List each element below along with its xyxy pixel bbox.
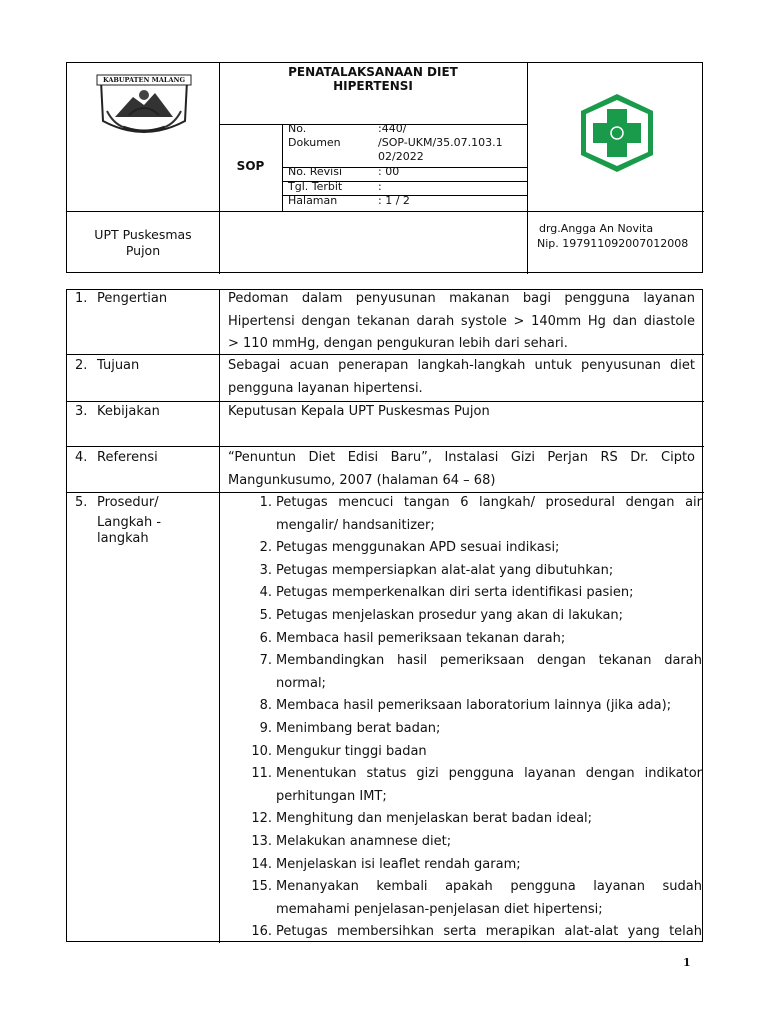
section-2-content-line1: Sebagai acuan penerapan langkah-langkah untuk penyusunan diet xyxy=(228,358,695,373)
org-name-line2: Pujon xyxy=(125,243,161,258)
meta-revisi-value: : 00 xyxy=(378,165,400,178)
meta-document-value-1: :440/ xyxy=(378,122,407,135)
procedure-step-text: Petugas menjelaskan prosedur yang akan di lakukan; xyxy=(276,608,624,623)
procedure-step-text: Petugas memperkenalkan diri serta identifikasi pasien; xyxy=(276,585,634,601)
page-number: 1 xyxy=(683,956,691,969)
procedure-step-number: 9. xyxy=(259,721,272,736)
logo-text: KABUPATEN MALANG xyxy=(102,76,186,84)
procedure-step-text: Menghitung dan menjelaskan berat badan ideal; xyxy=(276,811,593,827)
meta-terbit-label: Tgl. Terbit xyxy=(288,180,343,193)
procedure-step xyxy=(248,695,704,718)
procedure-step xyxy=(248,560,704,583)
procedure-step xyxy=(248,876,704,921)
procedure-step-text: Mengukur tinggi badan xyxy=(276,743,427,759)
procedure-step-number: 16. xyxy=(251,924,272,940)
kabupaten-malang-logo xyxy=(93,71,195,143)
section-4-content-line1: “Penuntun Diet Edisi Baru”, Instalasi Gizi Perjan RS Dr. Cipto xyxy=(228,450,695,465)
section-5-num: 5. xyxy=(75,495,88,510)
section-3-content-line1: Keputusan Kepala UPT Puskesmas Pujon xyxy=(228,404,490,419)
meta-terbit-value: : xyxy=(378,180,382,193)
procedure-step-text: Membandingkan hasil pemeriksaan dengan tekanan darah xyxy=(276,653,702,669)
procedure-step-number: 4. xyxy=(259,585,272,601)
procedure-step-text: Petugas mencuci tangan 6 langkah/ prosedural dengan air xyxy=(276,495,702,510)
procedure-step-number: 6. xyxy=(259,630,272,646)
section-4-num: 4. xyxy=(75,450,88,465)
procedure-step-number: 10. xyxy=(251,743,272,759)
section-1-content-line2: Hipertensi dengan tekanan darah systole > 140mm Hg dan diastole xyxy=(228,313,695,329)
procedure-step-text: Melakukan anamnese diet; xyxy=(276,834,452,849)
section-5-label-line3: langkah xyxy=(97,531,149,546)
section-2-num: 2. xyxy=(75,358,88,373)
section-2-label: Tujuan xyxy=(97,358,140,373)
procedure-step-text: Membaca hasil pemeriksaan laboratorium lainnya (jika ada); xyxy=(276,698,672,714)
procedure-step-text: Menanyakan kembali apakah pengguna layanan sudah xyxy=(276,879,702,895)
meta-document-label-2: Dokumen xyxy=(288,136,341,149)
section-5-label-line1: Prosedur/ xyxy=(97,495,159,510)
procedure-step xyxy=(248,582,704,605)
procedure-step-number: 2. xyxy=(259,540,272,556)
procedure-step-text: Petugas membersihkan serta merapikan alat-alat yang telah xyxy=(276,924,702,940)
signer-nip: Nip. 197911092007012008 xyxy=(537,237,689,250)
procedure-step-number: 8. xyxy=(259,698,272,714)
procedure-step xyxy=(248,605,704,628)
section-5-label-line2: Langkah - xyxy=(97,515,162,530)
meta-halaman-value: : 1 / 2 xyxy=(378,194,410,207)
section-1-num: 1. xyxy=(75,291,88,306)
procedure-step-number: 5. xyxy=(259,608,272,623)
procedure-step-text: Membaca hasil pemeriksaan tekanan darah; xyxy=(276,630,566,646)
procedure-step-number: 15. xyxy=(251,879,272,895)
meta-document-value-2: /SOP-UKM/35.07.103.1 xyxy=(378,136,503,149)
meta-halaman-label: Halaman xyxy=(288,194,338,207)
meta-revisi-label: No. Revisi xyxy=(288,165,343,178)
procedure-step xyxy=(248,492,704,537)
procedure-step-text: normal; xyxy=(276,675,326,691)
document-title-line2: HIPERTENSI xyxy=(333,79,413,93)
puskesmas-logo xyxy=(573,91,661,175)
procedure-step-text: memahami penjelasan-penjelasan diet hipertensi; xyxy=(276,901,603,917)
procedure-step-text: Petugas menggunakan APD sesuai indikasi; xyxy=(276,540,560,556)
procedure-step xyxy=(248,741,704,764)
procedure-step-text: perhitungan IMT; xyxy=(276,788,387,804)
procedure-step xyxy=(248,854,704,877)
procedure-step-number: 1. xyxy=(259,495,272,510)
header-table xyxy=(66,62,703,273)
section-1-content-line3: > 110 mmHg, dengan pengukuran lebih dari sehari. xyxy=(228,336,568,352)
procedure-step-number: 12. xyxy=(251,811,272,827)
procedure-step-text: Menentukan status gizi pengguna layanan dengan indikator xyxy=(276,766,702,782)
section-1-content-line1: Pedoman dalam penyusunan makanan bagi pengguna layanan xyxy=(228,291,695,306)
section-2-content-line2: pengguna layanan hipertensi. xyxy=(228,380,423,396)
procedure-step xyxy=(248,628,704,651)
section-1-label: Pengertian xyxy=(97,291,168,306)
procedure-step xyxy=(248,831,704,854)
section-3-label: Kebijakan xyxy=(97,404,160,419)
signer-name: drg.Angga An Novita xyxy=(539,222,654,235)
sop-label: SOP xyxy=(236,159,265,173)
procedure-step-number: 11. xyxy=(251,766,272,782)
meta-document-label-1: No. xyxy=(288,122,307,135)
procedure-step-number: 13. xyxy=(251,834,272,849)
meta-document-value-3: 02/2022 xyxy=(378,150,424,163)
document-title-line1: PENATALAKSANAAN DIET xyxy=(288,65,458,79)
org-name-line1: UPT Puskesmas xyxy=(94,227,192,242)
section-3-num: 3. xyxy=(75,404,88,419)
procedure-step xyxy=(248,718,704,741)
procedure-step xyxy=(248,537,704,560)
procedure-step xyxy=(248,808,704,831)
procedure-step-text: mengalir/ handsanitizer; xyxy=(276,517,435,533)
procedure-step-text: Menjelaskan isi leaflet rendah garam; xyxy=(276,856,521,872)
procedure-step xyxy=(248,921,704,944)
procedure-step-text: Menimbang berat badan; xyxy=(276,721,441,736)
procedure-step-number: 14. xyxy=(251,856,272,872)
procedure-step-number: 3. xyxy=(259,562,272,578)
procedure-step xyxy=(248,650,704,695)
procedure-table xyxy=(66,289,703,942)
procedure-step xyxy=(248,763,704,808)
procedure-step-number: 7. xyxy=(259,653,272,669)
procedure-step-text: Petugas mempersiapkan alat-alat yang dibutuhkan; xyxy=(276,562,614,578)
section-4-label: Referensi xyxy=(97,450,158,465)
section-4-content-line2: Mangunkusumo, 2007 (halaman 64 – 68) xyxy=(228,472,496,488)
